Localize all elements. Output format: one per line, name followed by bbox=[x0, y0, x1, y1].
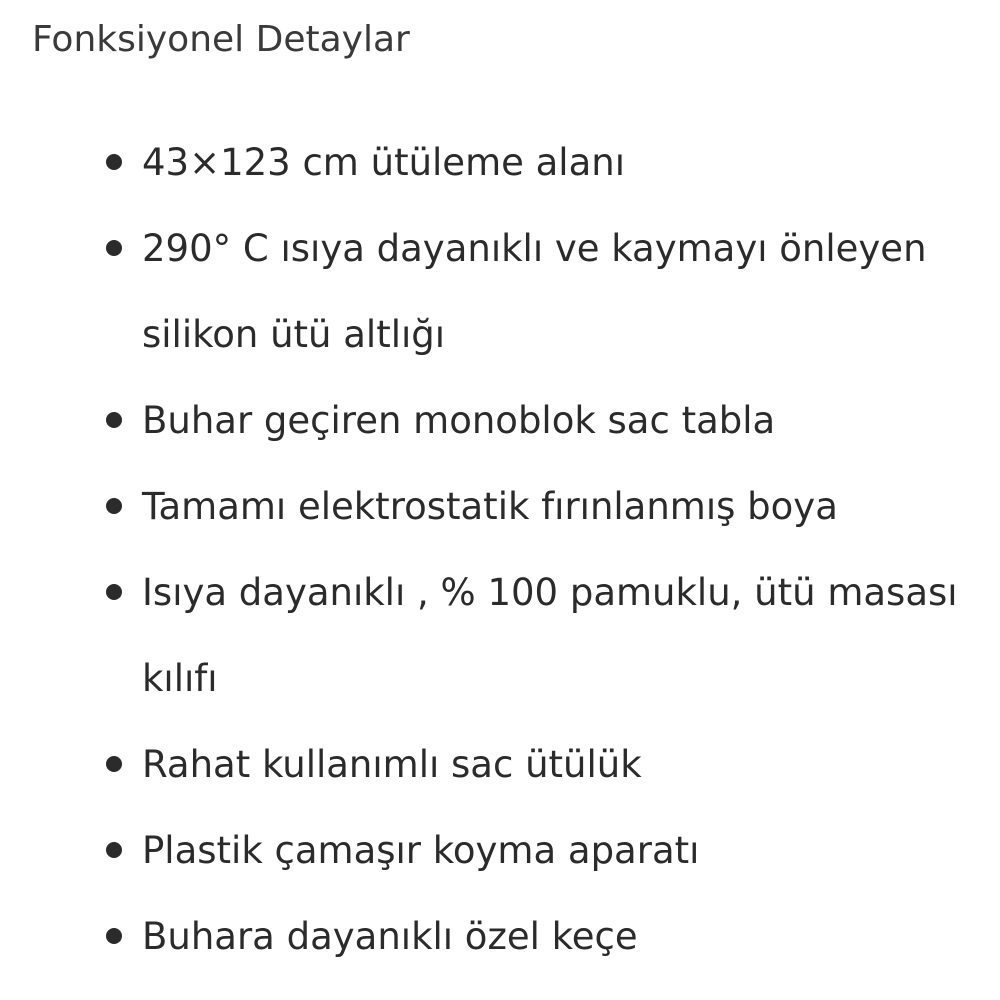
bullet-icon bbox=[106, 154, 122, 170]
bullet-icon bbox=[106, 240, 122, 256]
list-item-text: Isıya dayanıklı , % 100 pamuklu, ütü masası kılıfı bbox=[142, 571, 958, 700]
bullet-icon bbox=[106, 756, 122, 772]
list-item-text: Plastik çamaşır koyma aparatı bbox=[142, 829, 700, 872]
list-item bbox=[0, 464, 1000, 550]
list-item bbox=[0, 378, 1000, 464]
bullet-icon bbox=[106, 498, 122, 514]
list-item bbox=[0, 894, 1000, 980]
list-item-text: Buhara dayanıklı özel keçe bbox=[142, 915, 638, 958]
feature-list bbox=[0, 120, 1000, 980]
section-title: Fonksiyonel Detaylar bbox=[32, 19, 410, 60]
list-item bbox=[0, 808, 1000, 894]
bullet-icon bbox=[106, 412, 122, 428]
list-item-text: 290° C ısıya dayanıklı ve kaymayı önleyen silikon ütü altlığı bbox=[142, 227, 927, 356]
list-item bbox=[0, 722, 1000, 808]
bullet-icon bbox=[106, 842, 122, 858]
list-item-text: Tamamı elektrostatik fırınlanmış boya bbox=[142, 485, 838, 528]
bullet-icon bbox=[106, 928, 122, 944]
list-item-text: 43×123 cm ütüleme alanı bbox=[142, 141, 625, 184]
list-item bbox=[0, 550, 1000, 722]
list-item bbox=[0, 206, 1000, 378]
list-item bbox=[0, 120, 1000, 206]
list-item-text: Rahat kullanımlı sac ütülük bbox=[142, 743, 642, 786]
list-item-text: Buhar geçiren monoblok sac tabla bbox=[142, 399, 776, 442]
bullet-icon bbox=[106, 584, 122, 600]
